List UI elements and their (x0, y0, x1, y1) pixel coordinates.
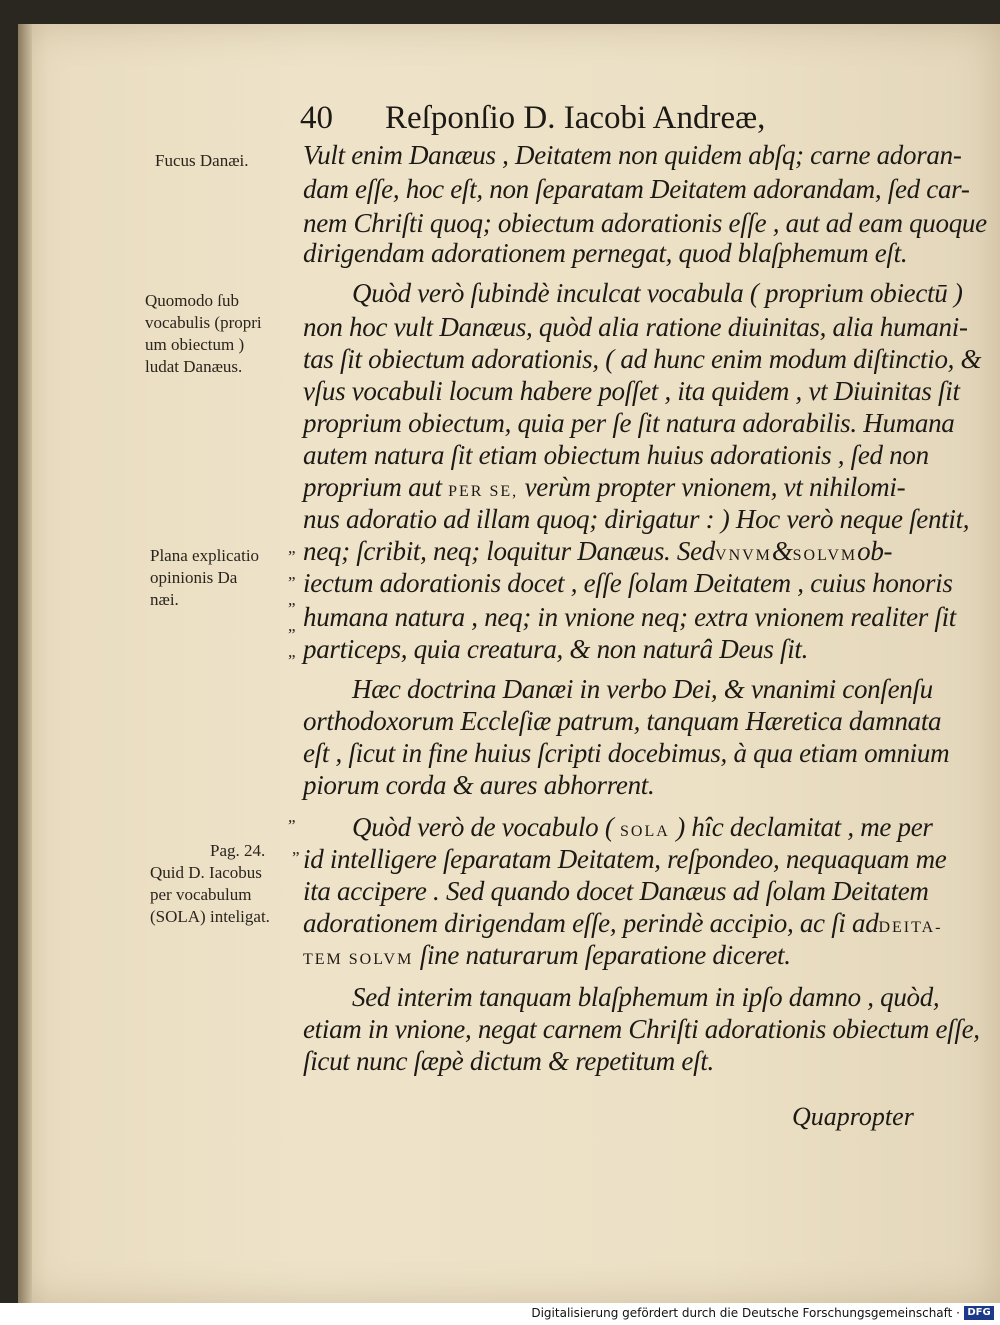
small-caps-span: DEITA- (878, 919, 943, 936)
text-line: ſicut nunc ſæpè dictum & repetitum eſt. (303, 1046, 714, 1076)
quote-marker: ” (288, 816, 296, 835)
margin-note-line: opinionis Da (150, 568, 238, 587)
margin-note-line: Plana explicatio (150, 546, 260, 565)
text-line: Vult enim Danæus , Deitatem non quidem abſq; carne adoran- (303, 140, 962, 170)
text-span: neq; ſcribit, neq; loquitur Danæus. Sed (303, 536, 716, 566)
text-span: proprium aut (303, 472, 442, 502)
text-span: verùm propter vnionem, vt nihilomi- (524, 472, 906, 502)
text-line (303, 472, 905, 503)
page-gutter (18, 24, 32, 1303)
running-head-title: Reſponſio D. Iacobi Andreæ, (385, 100, 766, 136)
text-line: id intelligere ſeparatam Deitatem, reſpondeo, nequaquam me (303, 844, 947, 874)
margin-note-line: Quomodo ſub (145, 291, 239, 310)
text-line: nem Chriſti quoq; obiectum adorationis eſſe , aut ad eam quoque (303, 208, 987, 238)
margin-note-line: næi. (150, 590, 179, 609)
text-line: non hoc vult Danæus, quòd alia ratione diuinitas, alia humani- (303, 312, 968, 342)
text-line: tas ſit obiectum adorationis, ( ad hunc enim modum diſtinctio, & (303, 344, 982, 374)
quote-marker: ” (288, 651, 296, 670)
quote-marker: ” (292, 848, 300, 867)
small-caps-span: SOLVM (792, 547, 858, 564)
small-caps-span: SOLA (619, 823, 670, 840)
text-line: etiam in vnione, negat carnem Chriſti adorationis obiectum eſſe, (303, 1014, 980, 1044)
quote-marker: ” (288, 547, 296, 566)
footer-credit: Digitalisierung gefördert durch die Deutsche Forschungsgemeinschaft · (531, 1306, 960, 1320)
text-span: ) hîc declamitat , me per (676, 812, 933, 842)
text-line: humana natura , neq; in vnione neq; extra vnionem realiter ſit (303, 602, 957, 632)
text-span: & (771, 536, 793, 566)
text-span: ob- (857, 536, 893, 566)
text-line: dam eſſe, hoc eſt, non ſeparatam Deitatem adorandam, ſed car- (303, 174, 970, 204)
quote-marker: ” (288, 625, 296, 644)
dfg-logo: DFG (964, 1306, 994, 1320)
text-line: Quòd verò ſubindè inculcat vocabula ( proprium obiectū ) (352, 278, 963, 308)
text-span: adorationem dirigendam eſſe, perindè accipio, ac ſi ad (303, 908, 879, 938)
margin-note-line: (SOLA) inteligat. (150, 907, 270, 926)
text-line: orthodoxorum Eccleſiæ patrum, tanquam Hæretica damnata (303, 706, 942, 736)
margin-note-plana (150, 545, 259, 611)
text-line: iectum adorationis docet , eſſe ſolam Deitatem , cuius honoris (303, 568, 953, 598)
text-line: nus adoratio ad illam quoq; dirigatur : ) Hoc verò neque ſentit, (303, 504, 970, 534)
text-span: Quòd verò de vocabulo ( (352, 812, 614, 842)
margin-note-line: Quid D. Iacobus (150, 863, 262, 882)
margin-note-line: per vocabulum (150, 885, 252, 904)
margin-note-line: vocabulis (propri (145, 313, 262, 332)
margin-note-quomodo (145, 290, 262, 378)
text-line: particeps, quia creatura, & non naturâ Deus ſit. (303, 634, 809, 664)
margin-note-line: um obiectum ) (145, 335, 245, 354)
text-line (303, 908, 942, 939)
margin-note-line: ludat Danæus. (145, 357, 243, 376)
text-line: piorum corda & aures abhorrent. (303, 770, 655, 800)
text-line: Sed interim tanquam blaſphemum in ipſo damno , quòd, (352, 982, 940, 1012)
text-line (352, 812, 933, 843)
catchword: Quapropter (792, 1102, 914, 1131)
text-line (303, 940, 791, 971)
text-line: eſt , ſicut in fine huius ſcripti docebimus, à qua etiam omnium (303, 738, 950, 768)
text-line: Hæc doctrina Danæi in verbo Dei, & vnanimi conſenſu (352, 674, 933, 704)
small-caps-span: VNVM (715, 547, 772, 564)
small-caps-span: PER SE, (448, 483, 519, 500)
text-line: ita accipere . Sed quando docet Danæus ad ſolam Deitatem (303, 876, 929, 906)
text-line: vſus vocabuli locum habere poſſet , ita quidem , vt Diuinitas ſit (303, 376, 960, 406)
footer-bar (0, 1303, 1000, 1325)
margin-note-pag24 (150, 840, 270, 928)
margin-note-line: Pag. 24. (210, 841, 266, 860)
page-number: 40 (300, 100, 333, 136)
quote-marker: ” (288, 573, 296, 592)
text-span: ſine naturarum ſeparatione diceret. (419, 940, 791, 970)
text-line: dirigendam adorationem pernegat, quod blaſphemum eſt. (303, 238, 908, 268)
text-line: proprium obiectum, quia per ſe ſit natura adorabilis. Humana (303, 408, 955, 438)
running-header (300, 100, 765, 137)
margin-note-fucus: Fucus Danæi. (155, 151, 249, 170)
text-line: autem natura ſit etiam obiectum huius adorationis , ſed non (303, 440, 929, 470)
quote-marker: ” (288, 599, 296, 618)
small-caps-span: TEM SOLVM (303, 951, 414, 968)
text-line (303, 536, 892, 567)
